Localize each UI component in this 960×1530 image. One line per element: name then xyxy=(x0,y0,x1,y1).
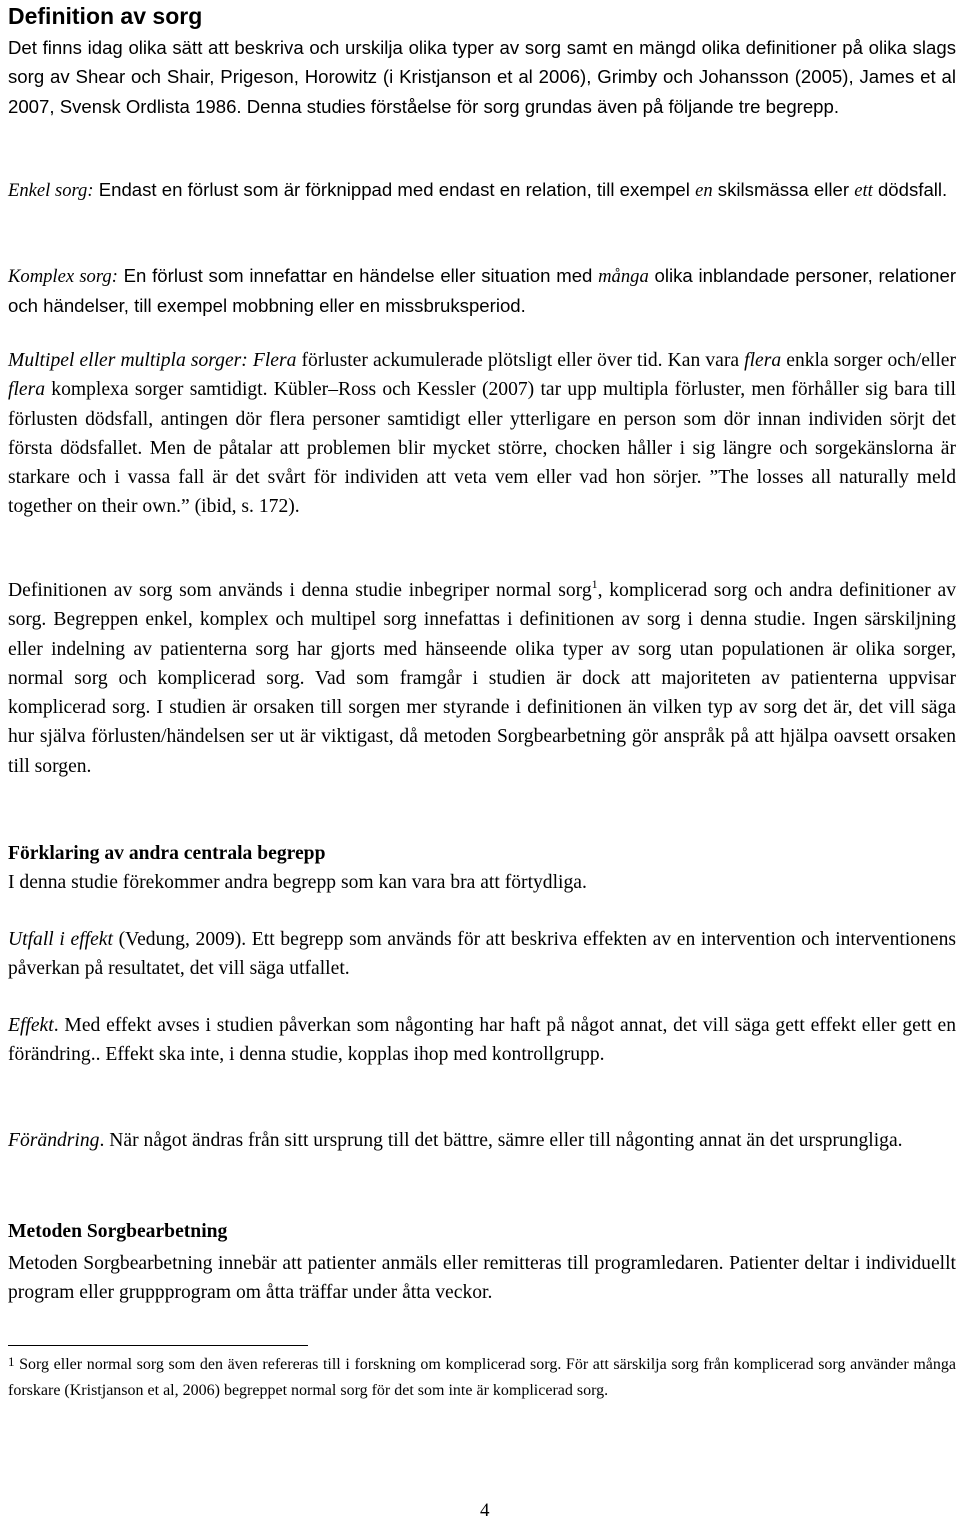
enkel-sorg-term: Enkel sorg: xyxy=(8,180,94,201)
page-number: 4 xyxy=(480,1500,490,1521)
komplex-sorg-term: Komplex sorg: xyxy=(8,266,118,287)
utfall-paragraph xyxy=(8,925,956,984)
definition-text-2: , komplicerad sorg och andra definitioner av sorg. Begreppen enkel, komplex och multipel sorg innefattas i definitionen av sorg i denna studie. Ingen särskiljning eller indelning av patienterna sorg har gjorts med hänseende olika typer av sorg utan populationen är olika sorger, normal sorg och komplicerad sorg. Vad som framgår i studien är dock att majoriteten av patienterna uppvisar komplicerad sorg. I studien är orsaken till sorgen mer styrande i definitionen än vilken typ av sorg det är, det vill säga hur själva förlusten/händelsen ser ut är viktigast, då metoden Sorgbearbetning gör anspråk på att hjälpa oavsett orsaken till sorgen. xyxy=(8,580,956,777)
definition-paragraph xyxy=(8,576,956,781)
forandring-paragraph xyxy=(8,1126,956,1155)
multipel-sorg-paragraph xyxy=(8,346,956,522)
forklaring-intro: I denna studie förekommer andra begrepp som kan vara bra att förtydliga. xyxy=(8,872,587,893)
multipel-text-1: förluster ackumulerade plötsligt eller över tid. Kan vara xyxy=(296,350,745,371)
komplex-text-2: olika inblandade personer, relationer och händelser, till exempel mobbning eller en missbruksperiod. xyxy=(8,265,957,317)
utfall-term: Utfall i effekt xyxy=(8,929,113,950)
komplex-emph-1: många xyxy=(598,266,649,287)
utfall-text: (Vedung, 2009). Ett begrepp som används för att beskriva effekten av en intervention och interventionens påverkan på resultatet, det vill säga utfallet. xyxy=(8,929,956,980)
enkel-text-1: Endast en förlust som är förknippad med endast en relation, till exempel xyxy=(93,179,696,200)
multipel-text-2: enkla sorger och/eller xyxy=(781,350,957,371)
footnote xyxy=(8,1352,956,1404)
multipel-text-3: komplexa sorger samtidigt. Kübler–Ross och Kessler (2007) tar upp multipla förluster, men förhåller sig bara till förlusten dödsfall, antingen dör flera personer samtidigt eller ytterligare en person som dör innan individen sörjt det första dödsfallet. Men de påtalar att problemen blir mycket större, chocken håller i sig längre och sorgekänslorna är starkare och i vassa fall är det svårt för individen att veta vem eller vad hon sörjer. xyxy=(8,379,956,489)
section-heading-forklaring: Förklaring av andra centrala begrepp xyxy=(8,843,326,864)
metoden-paragraph: Metoden Sorgbearbetning innebär att patienter anmäls eller remitteras till programledaren. Patienter deltar i individuellt program eller gruppprogram om åtta träffar under åtta veckor. xyxy=(8,1253,956,1304)
enkel-text-2: skilsmässa eller xyxy=(712,179,855,200)
multipel-emph-2: flera xyxy=(8,379,46,401)
footnote-reference: 1 xyxy=(591,577,598,591)
intro-paragraph: Det finns idag olika sätt att beskriva och urskilja olika typer av sorg samt en mängd olika definitioner på olika slags sorg av Shear och Shair, Prigeson, Horowitz (i Kristjanson et al 2006), Grimby och Johansson (2005), James et al 2007, Svensk Ordlista 1986. Denna studies förståelse för sorg grundas även på följande tre begrepp. xyxy=(8,37,956,117)
forandring-term: Förändring xyxy=(8,1130,100,1151)
effekt-paragraph xyxy=(8,1011,956,1070)
section-heading-metoden: Metoden Sorgbearbetning xyxy=(8,1221,228,1242)
section-heading-definition: Definition av sorg xyxy=(8,3,203,29)
komplex-text-1: En förlust som innefattar en händelse eller situation med xyxy=(117,265,599,286)
enkel-sorg-paragraph xyxy=(8,175,956,205)
multipel-emph-1: flera xyxy=(744,350,782,371)
effekt-term: Effekt xyxy=(8,1015,54,1036)
multipel-sorg-term: Multipel eller multipla sorger: Flera xyxy=(8,350,297,371)
footnote-text: Sorg eller normal sorg som den även refereras till i forskning om komplicerad sorg. För att särskilja sorg från komplicerad sorg använder många forskare (Kristjanson et al, 2006) begreppet normal sorg för det som inte är komplicerad sorg. xyxy=(8,1356,956,1399)
multipel-quote: ”The losses all naturally meld together on their own.” (ibid, s. 172). xyxy=(8,467,956,518)
enkel-text-3: dödsfall. xyxy=(872,179,948,200)
effekt-text: . Med effekt avses i studien påverkan som någonting har haft på något annat, det vill säga gett effekt eller gett en förändring.. Effekt ska inte, i denna studie, kopplas ihop med kontrollgrupp. xyxy=(8,1015,956,1066)
definition-text-1: Definitionen av sorg som används i denna studie inbegriper normal sorg xyxy=(8,580,592,601)
enkel-emph-2: ett xyxy=(854,180,873,201)
footnote-number: 1 xyxy=(8,1354,15,1369)
komplex-sorg-paragraph xyxy=(8,261,956,321)
enkel-emph-1: en xyxy=(695,180,713,201)
footnote-separator xyxy=(8,1345,308,1346)
forandring-text: . När något ändras från sitt ursprung till det bättre, sämre eller till någonting annat än det ursprungliga. xyxy=(99,1130,903,1151)
